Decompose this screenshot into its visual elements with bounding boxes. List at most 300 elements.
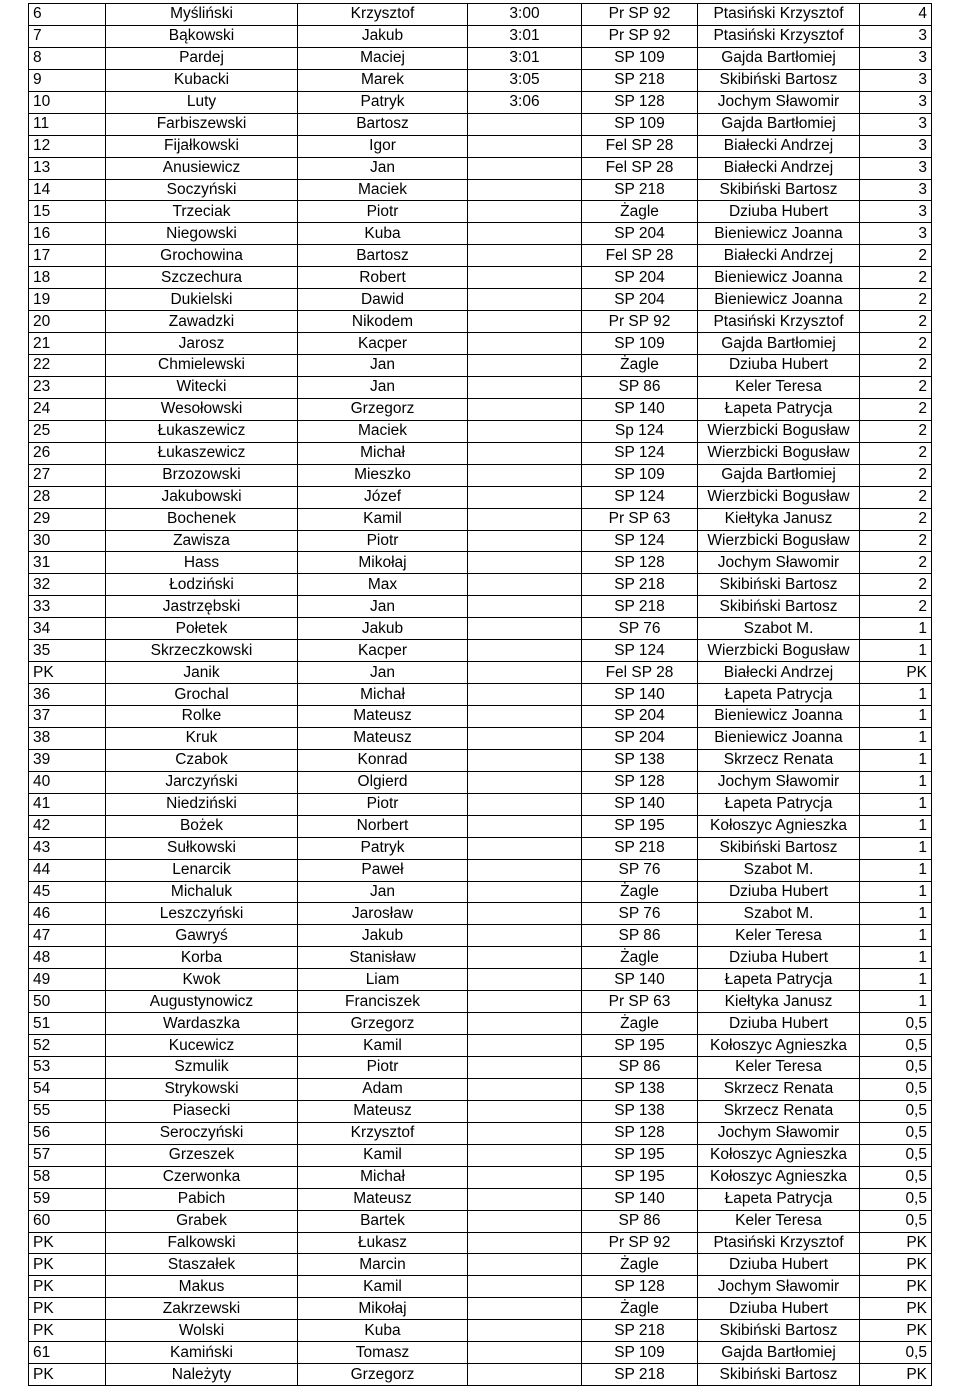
score-cell: 3	[860, 69, 932, 91]
surname-cell: Niegowski	[106, 223, 298, 245]
first-name-cell: Grzegorz	[298, 1013, 468, 1035]
table-row	[29, 333, 932, 355]
school-cell: Fel SP 28	[582, 662, 698, 684]
score-cell: 3	[860, 201, 932, 223]
first-name-cell: Jakub	[298, 925, 468, 947]
table-row	[29, 508, 932, 530]
place-cell: 55	[29, 1100, 106, 1122]
table-row	[29, 771, 932, 793]
surname-cell: Korba	[106, 947, 298, 969]
table-row	[29, 113, 932, 135]
time-cell	[468, 355, 582, 377]
surname-cell: Bąkowski	[106, 25, 298, 47]
school-cell: Żagle	[582, 201, 698, 223]
place-cell: 26	[29, 442, 106, 464]
surname-cell: Jarosz	[106, 333, 298, 355]
table-row	[29, 1298, 932, 1320]
first-name-cell: Adam	[298, 1078, 468, 1100]
school-cell: SP 195	[582, 815, 698, 837]
school-cell: SP 195	[582, 1035, 698, 1057]
place-cell: 18	[29, 267, 106, 289]
first-name-cell: Piotr	[298, 1057, 468, 1079]
time-cell	[468, 376, 582, 398]
teacher-cell: Białecki Andrzej	[698, 157, 860, 179]
table-row	[29, 1276, 932, 1298]
time-cell	[468, 1057, 582, 1079]
surname-cell: Wesołowski	[106, 398, 298, 420]
school-cell: SP 76	[582, 618, 698, 640]
table-row	[29, 25, 932, 47]
table-row	[29, 464, 932, 486]
teacher-cell: Skrzecz Renata	[698, 1100, 860, 1122]
score-cell: 0,5	[860, 1342, 932, 1364]
table-row	[29, 1035, 932, 1057]
table-row	[29, 47, 932, 69]
first-name-cell: Kamil	[298, 1144, 468, 1166]
place-cell: 10	[29, 91, 106, 113]
score-cell: 1	[860, 925, 932, 947]
school-cell: SP 128	[582, 771, 698, 793]
score-cell: 2	[860, 333, 932, 355]
score-cell: 3	[860, 223, 932, 245]
teacher-cell: Dziuba Hubert	[698, 947, 860, 969]
teacher-cell: Skibiński Bartosz	[698, 837, 860, 859]
first-name-cell: Łukasz	[298, 1232, 468, 1254]
first-name-cell: Jan	[298, 881, 468, 903]
surname-cell: Grabek	[106, 1210, 298, 1232]
place-cell: 38	[29, 727, 106, 749]
surname-cell: Niedziński	[106, 793, 298, 815]
table-row	[29, 991, 932, 1013]
surname-cell: Sułkowski	[106, 837, 298, 859]
table-row	[29, 1122, 932, 1144]
place-cell: 51	[29, 1013, 106, 1035]
time-cell	[468, 749, 582, 771]
teacher-cell: Kiełtyka Janusz	[698, 991, 860, 1013]
first-name-cell: Max	[298, 574, 468, 596]
first-name-cell: Nikodem	[298, 311, 468, 333]
surname-cell: Kruk	[106, 727, 298, 749]
teacher-cell: Skibiński Bartosz	[698, 596, 860, 618]
place-cell: 53	[29, 1057, 106, 1079]
school-cell: SP 128	[582, 1122, 698, 1144]
score-cell: 1	[860, 793, 932, 815]
first-name-cell: Franciszek	[298, 991, 468, 1013]
first-name-cell: Patryk	[298, 837, 468, 859]
surname-cell: Luty	[106, 91, 298, 113]
results-table-body	[29, 4, 932, 1386]
school-cell: SP 128	[582, 91, 698, 113]
time-cell: 3:06	[468, 91, 582, 113]
surname-cell: Bochenek	[106, 508, 298, 530]
time-cell	[468, 1100, 582, 1122]
school-cell: Pr SP 92	[582, 1232, 698, 1254]
place-cell: 57	[29, 1144, 106, 1166]
school-cell: SP 195	[582, 1144, 698, 1166]
place-cell: 8	[29, 47, 106, 69]
surname-cell: Makus	[106, 1276, 298, 1298]
time-cell	[468, 113, 582, 135]
score-cell: 2	[860, 267, 932, 289]
school-cell: SP 86	[582, 1057, 698, 1079]
table-row	[29, 91, 932, 113]
score-cell: 2	[860, 574, 932, 596]
surname-cell: Fijałkowski	[106, 135, 298, 157]
teacher-cell: Kołoszyc Agnieszka	[698, 815, 860, 837]
teacher-cell: Jochym Sławomir	[698, 1276, 860, 1298]
teacher-cell: Bieniewicz Joanna	[698, 706, 860, 728]
school-cell: Pr SP 63	[582, 991, 698, 1013]
surname-cell: Grochowina	[106, 245, 298, 267]
school-cell: SP 109	[582, 333, 698, 355]
time-cell	[468, 640, 582, 662]
surname-cell: Dukielski	[106, 289, 298, 311]
score-cell: PK	[860, 1276, 932, 1298]
teacher-cell: Keler Teresa	[698, 925, 860, 947]
score-cell: 3	[860, 25, 932, 47]
score-cell: 2	[860, 398, 932, 420]
school-cell: Fel SP 28	[582, 135, 698, 157]
table-row	[29, 815, 932, 837]
time-cell	[468, 793, 582, 815]
surname-cell: Falkowski	[106, 1232, 298, 1254]
score-cell: 2	[860, 289, 932, 311]
table-row	[29, 662, 932, 684]
surname-cell: Grzeszek	[106, 1144, 298, 1166]
time-cell	[468, 135, 582, 157]
time-cell	[468, 486, 582, 508]
place-cell: 7	[29, 25, 106, 47]
school-cell: SP 140	[582, 969, 698, 991]
place-cell: 20	[29, 311, 106, 333]
score-cell: 1	[860, 903, 932, 925]
surname-cell: Szczechura	[106, 267, 298, 289]
score-cell: 1	[860, 684, 932, 706]
school-cell: SP 109	[582, 464, 698, 486]
score-cell: 1	[860, 640, 932, 662]
surname-cell: Pabich	[106, 1188, 298, 1210]
place-cell: 27	[29, 464, 106, 486]
score-cell: 2	[860, 311, 932, 333]
score-cell: 1	[860, 969, 932, 991]
surname-cell: Leszczyński	[106, 903, 298, 925]
place-cell: 35	[29, 640, 106, 662]
teacher-cell: Keler Teresa	[698, 376, 860, 398]
table-row	[29, 223, 932, 245]
surname-cell: Pardej	[106, 47, 298, 69]
time-cell	[468, 574, 582, 596]
table-row	[29, 1254, 932, 1276]
surname-cell: Trzeciak	[106, 201, 298, 223]
surname-cell: Janik	[106, 662, 298, 684]
teacher-cell: Łapeta Patrycja	[698, 684, 860, 706]
teacher-cell: Dziuba Hubert	[698, 881, 860, 903]
time-cell	[468, 1210, 582, 1232]
surname-cell: Chmielewski	[106, 355, 298, 377]
teacher-cell: Łapeta Patrycja	[698, 969, 860, 991]
table-row	[29, 859, 932, 881]
first-name-cell: Bartosz	[298, 113, 468, 135]
time-cell	[468, 1035, 582, 1057]
teacher-cell: Wierzbicki Bogusław	[698, 420, 860, 442]
teacher-cell: Łapeta Patrycja	[698, 793, 860, 815]
place-cell: 61	[29, 1342, 106, 1364]
time-cell	[468, 771, 582, 793]
place-cell: 46	[29, 903, 106, 925]
school-cell: SP 128	[582, 1276, 698, 1298]
table-row	[29, 1100, 932, 1122]
surname-cell: Kubacki	[106, 69, 298, 91]
time-cell	[468, 420, 582, 442]
time-cell	[468, 991, 582, 1013]
table-row	[29, 552, 932, 574]
teacher-cell: Gajda Bartłomiej	[698, 47, 860, 69]
table-row	[29, 289, 932, 311]
teacher-cell: Dziuba Hubert	[698, 355, 860, 377]
place-cell: 32	[29, 574, 106, 596]
teacher-cell: Skibiński Bartosz	[698, 574, 860, 596]
school-cell: SP 218	[582, 837, 698, 859]
time-cell	[468, 1144, 582, 1166]
time-cell	[468, 1188, 582, 1210]
place-cell: 29	[29, 508, 106, 530]
table-row	[29, 793, 932, 815]
place-cell: 28	[29, 486, 106, 508]
teacher-cell: Szabot M.	[698, 618, 860, 640]
teacher-cell: Ptasiński Krzysztof	[698, 4, 860, 26]
school-cell: SP 86	[582, 1210, 698, 1232]
teacher-cell: Gajda Bartłomiej	[698, 464, 860, 486]
teacher-cell: Szabot M.	[698, 903, 860, 925]
place-cell: 58	[29, 1166, 106, 1188]
table-row	[29, 398, 932, 420]
surname-cell: Łukaszewicz	[106, 420, 298, 442]
first-name-cell: Mikołaj	[298, 552, 468, 574]
score-cell: 1	[860, 727, 932, 749]
teacher-cell: Gajda Bartłomiej	[698, 333, 860, 355]
teacher-cell: Skibiński Bartosz	[698, 69, 860, 91]
teacher-cell: Wierzbicki Bogusław	[698, 442, 860, 464]
first-name-cell: Liam	[298, 969, 468, 991]
first-name-cell: Jakub	[298, 618, 468, 640]
time-cell	[468, 925, 582, 947]
first-name-cell: Konrad	[298, 749, 468, 771]
teacher-cell: Kołoszyc Agnieszka	[698, 1166, 860, 1188]
first-name-cell: Jakub	[298, 25, 468, 47]
school-cell: Pr SP 92	[582, 311, 698, 333]
score-cell: 2	[860, 442, 932, 464]
table-row	[29, 1188, 932, 1210]
school-cell: Żagle	[582, 355, 698, 377]
time-cell	[468, 618, 582, 640]
school-cell: SP 204	[582, 706, 698, 728]
table-row	[29, 267, 932, 289]
score-cell: 0,5	[860, 1144, 932, 1166]
time-cell	[468, 223, 582, 245]
time-cell	[468, 662, 582, 684]
place-cell: 49	[29, 969, 106, 991]
time-cell	[468, 289, 582, 311]
surname-cell: Myśliński	[106, 4, 298, 26]
table-row	[29, 376, 932, 398]
table-row	[29, 442, 932, 464]
place-cell: 52	[29, 1035, 106, 1057]
teacher-cell: Jochym Sławomir	[698, 552, 860, 574]
place-cell: PK	[29, 1320, 106, 1342]
school-cell: SP 218	[582, 596, 698, 618]
first-name-cell: Norbert	[298, 815, 468, 837]
surname-cell: Kwok	[106, 969, 298, 991]
school-cell: SP 86	[582, 376, 698, 398]
surname-cell: Jakubowski	[106, 486, 298, 508]
score-cell: 3	[860, 135, 932, 157]
table-row	[29, 925, 932, 947]
time-cell	[468, 684, 582, 706]
school-cell: Sp 124	[582, 420, 698, 442]
school-cell: SP 138	[582, 1078, 698, 1100]
first-name-cell: Kamil	[298, 1276, 468, 1298]
surname-cell: Wolski	[106, 1320, 298, 1342]
surname-cell: Anusiewicz	[106, 157, 298, 179]
table-row	[29, 903, 932, 925]
school-cell: SP 140	[582, 793, 698, 815]
place-cell: 15	[29, 201, 106, 223]
time-cell	[468, 311, 582, 333]
place-cell: 33	[29, 596, 106, 618]
score-cell: PK	[860, 1298, 932, 1320]
teacher-cell: Bieniewicz Joanna	[698, 267, 860, 289]
table-row	[29, 1232, 932, 1254]
school-cell: SP 204	[582, 267, 698, 289]
surname-cell: Zakrzewski	[106, 1298, 298, 1320]
first-name-cell: Jan	[298, 662, 468, 684]
surname-cell: Strykowski	[106, 1078, 298, 1100]
score-cell: 4	[860, 4, 932, 26]
score-cell: 3	[860, 47, 932, 69]
time-cell	[468, 398, 582, 420]
score-cell: 0,5	[860, 1122, 932, 1144]
time-cell	[468, 245, 582, 267]
surname-cell: Wardaszka	[106, 1013, 298, 1035]
first-name-cell: Patryk	[298, 91, 468, 113]
school-cell: SP 138	[582, 749, 698, 771]
place-cell: 24	[29, 398, 106, 420]
first-name-cell: Olgierd	[298, 771, 468, 793]
score-cell: 1	[860, 947, 932, 969]
first-name-cell: Marcin	[298, 1254, 468, 1276]
score-cell: 1	[860, 837, 932, 859]
teacher-cell: Keler Teresa	[698, 1057, 860, 1079]
score-cell: 0,5	[860, 1210, 932, 1232]
time-cell: 3:00	[468, 4, 582, 26]
school-cell: Pr SP 63	[582, 508, 698, 530]
teacher-cell: Łapeta Patrycja	[698, 398, 860, 420]
place-cell: 19	[29, 289, 106, 311]
school-cell: SP 124	[582, 486, 698, 508]
place-cell: 37	[29, 706, 106, 728]
score-cell: 1	[860, 859, 932, 881]
place-cell: 30	[29, 530, 106, 552]
school-cell: Żagle	[582, 1013, 698, 1035]
table-row	[29, 245, 932, 267]
first-name-cell: Kacper	[298, 640, 468, 662]
place-cell: 39	[29, 749, 106, 771]
table-row	[29, 947, 932, 969]
surname-cell: Jastrzębski	[106, 596, 298, 618]
surname-cell: Łodziński	[106, 574, 298, 596]
teacher-cell: Szabot M.	[698, 859, 860, 881]
school-cell: Pr SP 92	[582, 25, 698, 47]
score-cell: 2	[860, 376, 932, 398]
school-cell: SP 76	[582, 859, 698, 881]
school-cell: SP 128	[582, 552, 698, 574]
table-row	[29, 179, 932, 201]
score-cell: 2	[860, 552, 932, 574]
school-cell: SP 218	[582, 574, 698, 596]
place-cell: 22	[29, 355, 106, 377]
place-cell: 21	[29, 333, 106, 355]
time-cell	[468, 1276, 582, 1298]
first-name-cell: Michał	[298, 1166, 468, 1188]
place-cell: PK	[29, 1298, 106, 1320]
first-name-cell: Igor	[298, 135, 468, 157]
score-cell: 0,5	[860, 1166, 932, 1188]
table-row	[29, 1210, 932, 1232]
teacher-cell: Jochym Sławomir	[698, 91, 860, 113]
teacher-cell: Ptasiński Krzysztof	[698, 1232, 860, 1254]
school-cell: SP 218	[582, 69, 698, 91]
surname-cell: Lenarcik	[106, 859, 298, 881]
time-cell	[468, 267, 582, 289]
first-name-cell: Mateusz	[298, 727, 468, 749]
table-row	[29, 749, 932, 771]
school-cell: Pr SP 92	[582, 4, 698, 26]
time-cell	[468, 1342, 582, 1364]
surname-cell: Bożek	[106, 815, 298, 837]
first-name-cell: Stanisław	[298, 947, 468, 969]
surname-cell: Gawryś	[106, 925, 298, 947]
first-name-cell: Piotr	[298, 530, 468, 552]
time-cell	[468, 179, 582, 201]
place-cell: 25	[29, 420, 106, 442]
table-row	[29, 1320, 932, 1342]
time-cell	[468, 1078, 582, 1100]
time-cell	[468, 815, 582, 837]
time-cell	[468, 442, 582, 464]
teacher-cell: Ptasiński Krzysztof	[698, 311, 860, 333]
time-cell	[468, 1232, 582, 1254]
school-cell: SP 140	[582, 1188, 698, 1210]
time-cell	[468, 1254, 582, 1276]
place-cell: 13	[29, 157, 106, 179]
school-cell: SP 109	[582, 113, 698, 135]
time-cell	[468, 727, 582, 749]
time-cell	[468, 1364, 582, 1386]
school-cell: SP 195	[582, 1166, 698, 1188]
table-row	[29, 4, 932, 26]
teacher-cell: Skibiński Bartosz	[698, 179, 860, 201]
school-cell: Żagle	[582, 947, 698, 969]
table-row	[29, 1013, 932, 1035]
table-row	[29, 881, 932, 903]
score-cell: 2	[860, 508, 932, 530]
score-cell: 0,5	[860, 1035, 932, 1057]
table-row	[29, 969, 932, 991]
time-cell	[468, 837, 582, 859]
teacher-cell: Gajda Bartłomiej	[698, 113, 860, 135]
score-cell: 1	[860, 618, 932, 640]
first-name-cell: Kuba	[298, 223, 468, 245]
